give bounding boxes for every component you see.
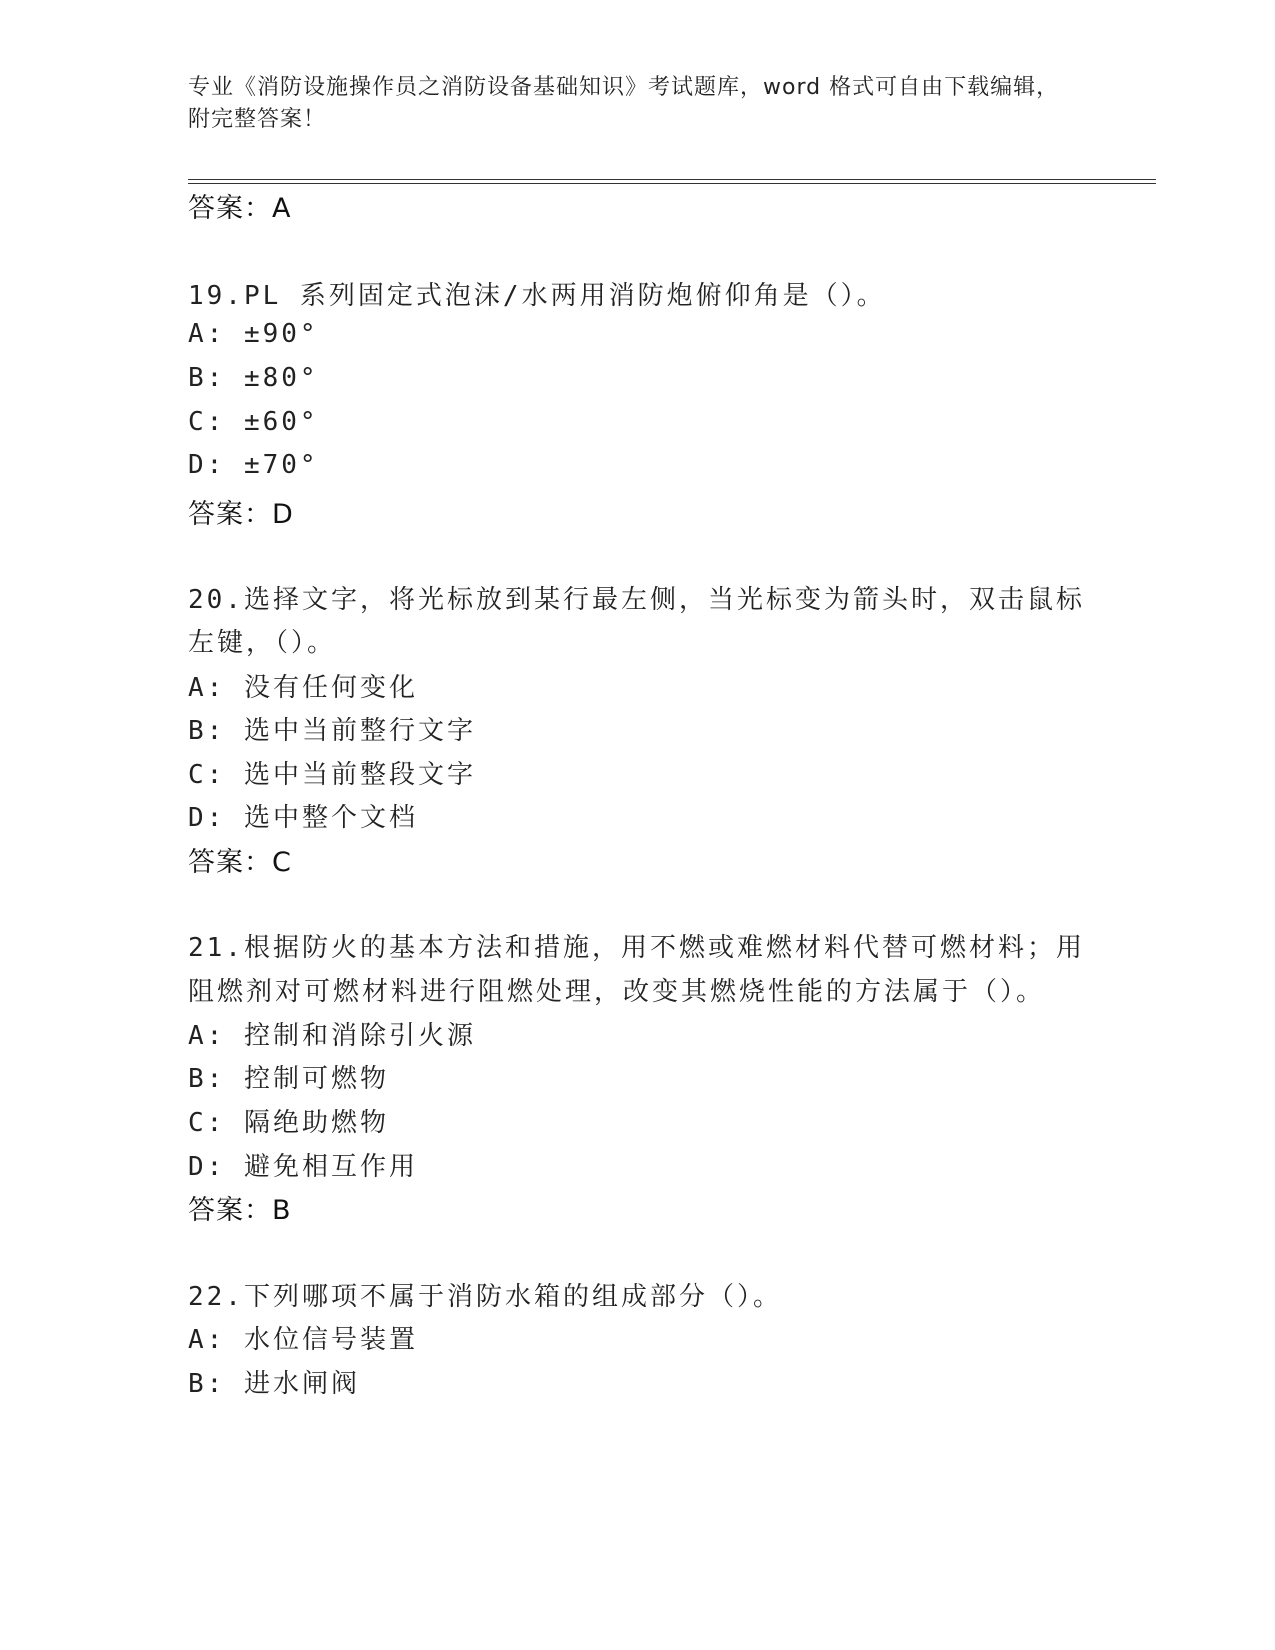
question-20-text-line-1: 20.选择文字，将光标放到某行最左侧，当光标变为箭头时，双击鼠标: [188, 585, 1085, 615]
question-20-option-b: B: 选中当前整行文字: [188, 716, 476, 746]
question-22-option-a: A: 水位信号装置: [188, 1325, 418, 1355]
question-19-text: 19.PL 系列固定式泡沫/水两用消防炮俯仰角是（）。: [188, 281, 886, 311]
question-19-option-d: D: ±70°: [188, 450, 319, 480]
question-22-text: 22.下列哪项不属于消防水箱的组成部分（）。: [188, 1282, 782, 1312]
question-21-text-line-1: 21.根据防火的基本方法和措施，用不燃或难燃材料代替可燃材料；用: [188, 933, 1085, 963]
question-20-text-line-2: 左键，（）。: [188, 628, 337, 658]
answer-previous: 答案：A: [188, 193, 292, 224]
question-21-option-a: A: 控制和消除引火源: [188, 1021, 476, 1051]
document-header: 专业《消防设施操作员之消防设备基础知识》考试题库，word 格式可自由下载编辑，附完整答案！: [188, 75, 1060, 132]
question-20-option-a: A: 没有任何变化: [188, 673, 418, 703]
question-20-option-d: D: 选中整个文档: [188, 803, 418, 833]
question-21-option-d: D: 避免相互作用: [188, 1152, 418, 1182]
question-21-text-line-2: 阻燃剂对可燃材料进行阻燃处理，改变其燃烧性能的方法属于（）。: [188, 977, 1046, 1007]
question-21-answer: 答案：B: [188, 1195, 292, 1226]
question-19-answer: 答案：D: [188, 499, 294, 530]
question-21-option-c: C: 隔绝助燃物: [188, 1108, 389, 1138]
question-19-option-b: B: ±80°: [188, 363, 319, 393]
header-divider: [188, 179, 1156, 180]
header-divider-second: [188, 183, 1156, 184]
question-20-option-c: C: 选中当前整段文字: [188, 760, 476, 790]
question-19-option-a: A: ±90°: [188, 319, 319, 349]
question-21-option-b: B: 控制可燃物: [188, 1064, 389, 1094]
question-19-option-c: C: ±60°: [188, 407, 319, 437]
question-22-option-b: B: 进水闸阀: [188, 1369, 360, 1399]
question-20-answer: 答案：C: [188, 847, 292, 878]
